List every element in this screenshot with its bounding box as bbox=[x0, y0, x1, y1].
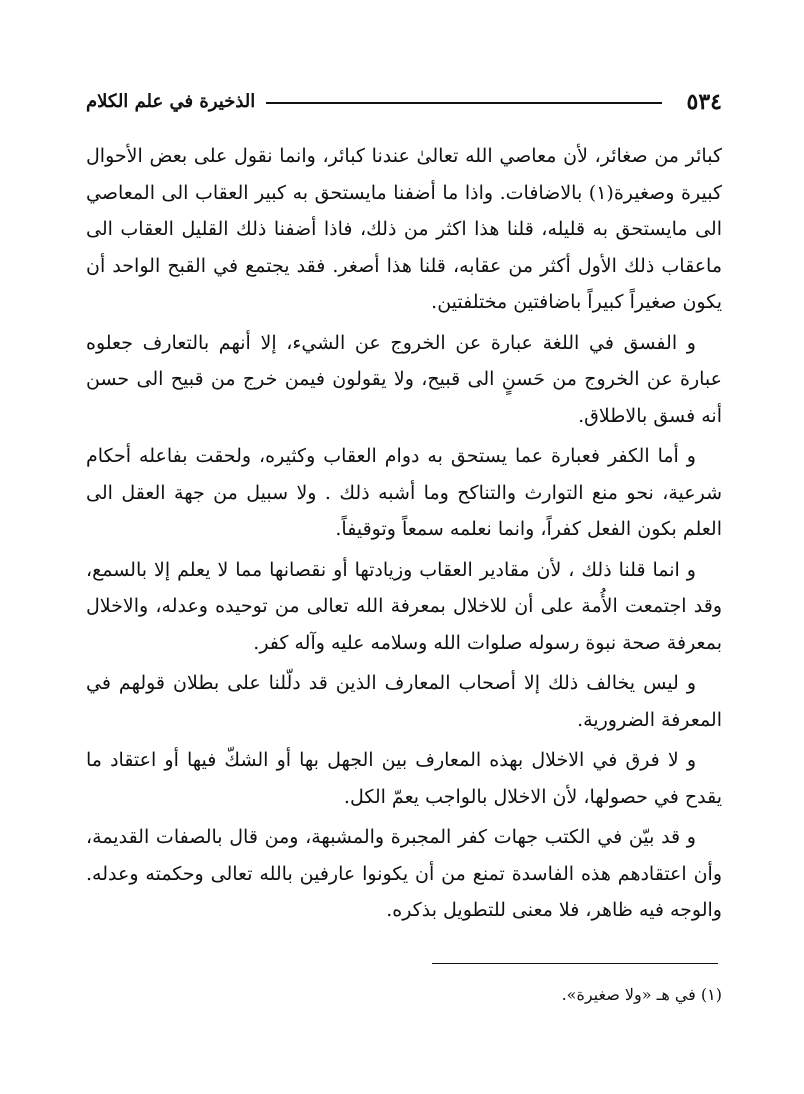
footnote: (١) في هـ «ولا صغيرة». bbox=[561, 985, 722, 1004]
footnote-separator bbox=[432, 963, 718, 964]
page-number: ٥٣٤ bbox=[686, 89, 722, 115]
paragraph: كبائر من صغائر، لأن معاصي الله تعالىٰ عندنا كبائر، وانما نقول على بعض الأحوال كبيرة وصغيرة(١) بالاضافات. واذا ما أضفنا مايستحق به كبير العقاب الى المعاصي الى مايستحق به قليله، قلنا هذا اكثر من ذلك، فاذا أضفنا ذلك القليل العقاب الى ماعقاب ذلك الأول أكثر من عقابه، قلنا هذا أصغر. فقد يجتمع في القبح الواحد أن يكون صغيراً كبيراً باضافتين مختلفتين. bbox=[86, 145, 722, 313]
paragraph: و قد بيّن في الكتب جهات كفر المجبرة والمشبهة، ومن قال بالصفات القديمة، وأن اعتقادهم هذه الفاسدة تمنع من أن يكونوا عارفين بالله تعالى وحكمته وعدله. والوجه فيه ظاهر، فلا معنى للتطويل بذكره. bbox=[86, 826, 722, 921]
paragraph: و لا فرق في الاخلال بهذه المعارف بين الجهل بها أو الشكّ فيها أو اعتقاد ما يقدح في حصولها، لأن الاخلال بالواجب يعمّ الكل. bbox=[86, 749, 722, 808]
paragraph: و ليس يخالف ذلك إلا أصحاب المعارف الذين قد دلّلنا على بطلان قولهم في المعرفة الضرورية. bbox=[86, 672, 722, 731]
header-rule bbox=[266, 102, 662, 104]
paragraph: و انما قلنا ذلك ، لأن مقادير العقاب وزيادتها أو نقصانها مما لا يعلم إلا بالسمع، وقد اجتمعت الأُمة على أن للاخلال بمعرفة الله تعالى من توحيده وعدله، والاخلال بمعرفة صحة نبوة رسوله صلوات الله وسلامه عليه وآله كفر. bbox=[86, 558, 722, 654]
paragraph: و الفسق في اللغة عبارة عن الخروج عن الشيء، إلا أنهم بالتعارف جعلوه عبارة عن الخروج من حَسنٍ الى قبيح، ولا يقولون فيمن خرج من قبيح الى حسن أنه فسق بالاطلاق. bbox=[86, 331, 722, 427]
paragraph: و أما الكفر فعبارة عما يستحق به دوام العقاب وكثيره، ولحقت بفاعله أحكام شرعية، نحو منع التوارث والتناكح وما أشبه ذلك . ولا سبيل من جهة العقل الى العلم بكون الفعل كفراً، وانما نعلمه سمعاً وتوقيفاً. bbox=[86, 445, 722, 540]
main-text bbox=[86, 138, 722, 933]
running-header bbox=[86, 88, 722, 118]
running-title: الذخيرة في علم الكلام bbox=[86, 91, 256, 112]
